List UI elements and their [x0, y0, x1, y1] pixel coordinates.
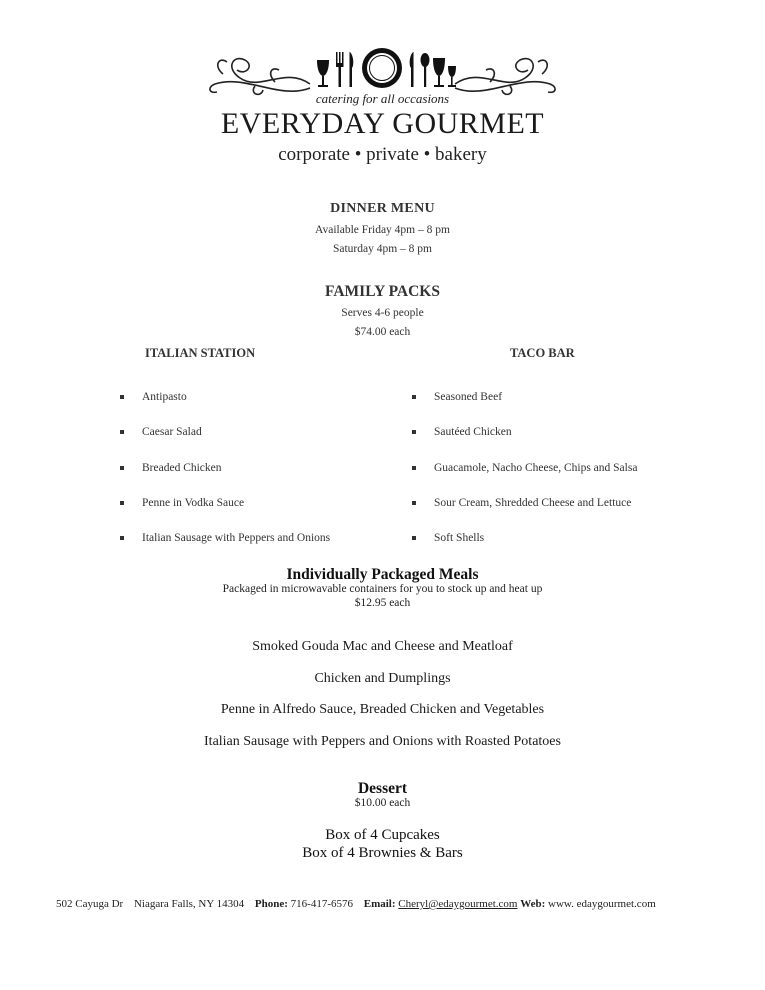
list-item: Breaded Chicken	[118, 460, 398, 495]
individual-meals-title: Individually Packaged Meals	[286, 566, 479, 583]
family-price: $74.00 each	[354, 326, 411, 338]
dinner-menu-title: DINNER MENU	[330, 201, 435, 216]
bullet-icon	[120, 501, 124, 505]
knife-icon	[410, 52, 414, 87]
dessert-title: Dessert	[357, 780, 408, 797]
wine-glass-icon	[448, 66, 456, 87]
bullet-icon	[120, 466, 124, 470]
list-item: Caesar Salad	[118, 424, 398, 459]
bullet-icon	[412, 466, 416, 470]
list-item: Sautéed Chicken	[410, 424, 710, 459]
phone-label: Phone:	[254, 898, 288, 910]
list-item: Antipasto	[118, 389, 398, 424]
spoon-icon	[421, 53, 430, 87]
availability-friday: Available Friday 4pm – 8 pm	[315, 224, 450, 236]
italian-station-list	[118, 389, 398, 565]
individual-meals-price: $12.95 each	[354, 597, 411, 609]
family-serves: Serves 4-6 people	[341, 307, 424, 319]
brand-name: EVERYDAY GOURMET	[220, 107, 545, 140]
footer-contact	[56, 898, 736, 910]
italian-station-heading: ITALIAN STATION	[145, 346, 256, 360]
taco-bar-list	[410, 389, 710, 565]
availability-saturday: Saturday 4pm – 8 pm	[332, 243, 433, 255]
list-item: Seasoned Beef	[410, 389, 710, 424]
dessert-price: $10.00 each	[354, 797, 411, 809]
family-packs-title: FAMILY PACKS	[325, 283, 440, 300]
web-label: Web:	[520, 898, 546, 910]
bullet-icon	[120, 536, 124, 540]
email-link[interactable]: Cheryl@edaygourmet.com	[398, 898, 518, 910]
fork-icon	[336, 52, 344, 87]
wine-glass-icon	[433, 58, 445, 87]
meal-item: Penne in Alfredo Sauce, Breaded Chicken and Vegetables	[220, 702, 545, 717]
list-item: Italian Sausage with Peppers and Onions	[118, 530, 398, 565]
taco-bar-heading: TACO BAR	[510, 346, 575, 360]
phone-number[interactable]: 716-417-6576	[290, 898, 353, 910]
meal-item: Chicken and Dumplings	[314, 671, 451, 686]
bullet-icon	[412, 395, 416, 399]
list-item: Guacamole, Nacho Cheese, Chips and Salsa	[410, 460, 710, 495]
email-label: Email:	[363, 898, 396, 910]
plate-icon	[362, 48, 402, 88]
footer-city: Niagara Falls, NY 14304	[133, 898, 245, 910]
dessert-item: Box of 4 Brownies & Bars	[302, 845, 463, 861]
bullet-icon	[412, 430, 416, 434]
bullet-icon	[120, 395, 124, 399]
meal-item: Smoked Gouda Mac and Cheese and Meatloaf	[252, 639, 513, 654]
knife-icon	[350, 52, 354, 87]
list-item: Sour Cream, Shredded Cheese and Lettuce	[410, 495, 710, 530]
flourish-right-icon	[455, 59, 555, 95]
individual-meals-description: Packaged in microwavable containers for you to stock up and heat up	[222, 583, 543, 595]
logo-tagline: catering for all occasions	[315, 91, 450, 106]
logo	[205, 44, 560, 174]
footer-address: 502 Cayuga Dr	[56, 898, 124, 910]
web-link[interactable]: www. edaygourmet.com	[548, 898, 656, 910]
list-item: Soft Shells	[410, 530, 710, 565]
bullet-icon	[120, 430, 124, 434]
wine-glass-icon	[317, 60, 329, 87]
bullet-icon	[412, 501, 416, 505]
bullet-icon	[412, 536, 416, 540]
flourish-left-icon	[210, 59, 310, 95]
brand-subtitle: corporate • private • bakery	[278, 144, 487, 165]
list-item: Penne in Vodka Sauce	[118, 495, 398, 530]
dessert-item: Box of 4 Cupcakes	[325, 827, 440, 843]
meal-item: Italian Sausage with Peppers and Onions with Roasted Potatoes	[204, 734, 561, 749]
